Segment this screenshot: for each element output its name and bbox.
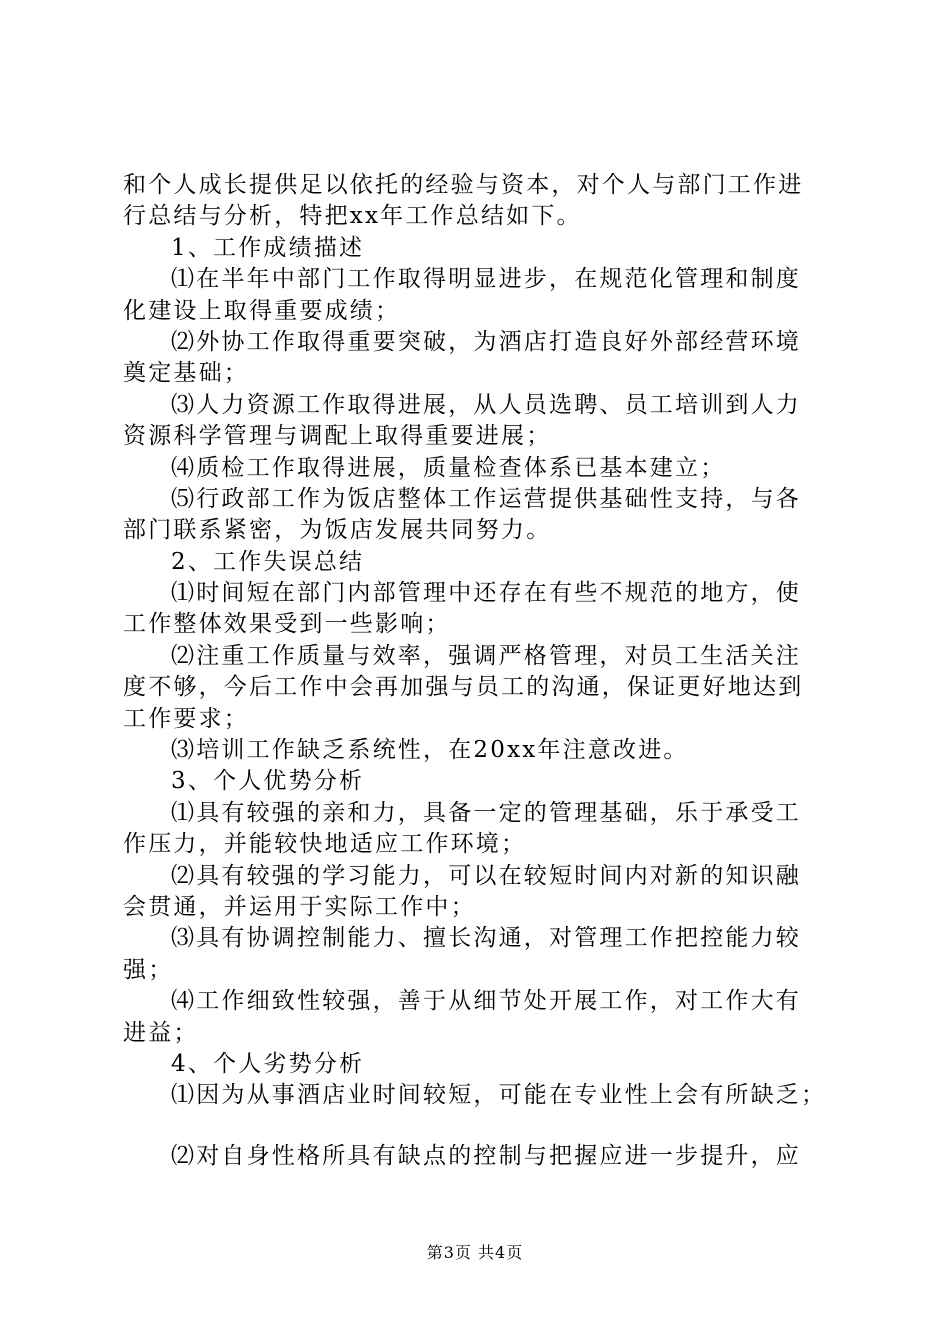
text-line: 资源科学管理与调配上取得重要进展； bbox=[123, 423, 552, 450]
text-line: 作压力，并能较快地适应工作环境； bbox=[123, 831, 527, 858]
list-item-line: ⑵具有较强的学习能力，可以在较短时间内对新的知识融 bbox=[171, 862, 801, 889]
list-item-line: ⑷工作细致性较强，善于从细节处开展工作，对工作大有 bbox=[171, 988, 801, 1015]
list-item-line: ⑴具有较强的亲和力，具备一定的管理基础，乐于承受工 bbox=[171, 799, 801, 826]
text-line: 工作整体效果受到一些影响； bbox=[123, 611, 451, 638]
text-line: 强； bbox=[123, 956, 174, 983]
page-footer: 第3页 共4页 bbox=[426, 1243, 524, 1262]
text-line: 奠定基础； bbox=[123, 360, 249, 387]
list-item-line: ⑴时间短在部门内部管理中还存在有些不规范的地方，使 bbox=[171, 580, 801, 607]
list-item-line: ⑵对自身性格所具有缺点的控制与把握应进一步提升，应 bbox=[171, 1142, 801, 1169]
paragraph-gap bbox=[123, 1112, 843, 1141]
text-line: 化建设上取得重要成绩； bbox=[123, 297, 401, 324]
section-heading: 3、个人优势分析 bbox=[171, 768, 365, 795]
text-line: 会贯通，并运用于实际工作中； bbox=[123, 893, 476, 920]
list-item-line: ⑶具有协调控制能力、擅长沟通，对管理工作把控能力较 bbox=[171, 925, 801, 952]
text-line: 度不够，今后工作中会再加强与员工的沟通，保证更好地达到 bbox=[123, 674, 804, 701]
text-line: 进益； bbox=[123, 1019, 199, 1046]
list-item-line: ⑷质检工作取得进展，质量检查体系已基本建立； bbox=[171, 454, 726, 481]
list-item-line: ⑶培训工作缺乏系统性，在20xx年注意改进。 bbox=[171, 737, 689, 764]
list-item-line: ⑴在半年中部门工作取得明显进步，在规范化管理和制度 bbox=[171, 266, 801, 293]
text-line: 和个人成长提供足以依托的经验与资本，对个人与部门工作进 bbox=[123, 172, 804, 198]
list-item-line: ⑴因为从事酒店业时间较短，可能在专业性上会有所缺乏； bbox=[171, 1082, 827, 1109]
section-heading: 4、个人劣势分析 bbox=[171, 1050, 365, 1077]
text-line: 行总结与分析，特把xx年工作总结如下。 bbox=[123, 203, 582, 230]
list-item-line: ⑵外协工作取得重要突破，为酒店打造良好外部经营环境 bbox=[171, 328, 801, 355]
list-item-line: ⑶人力资源工作取得进展，从人员选聘、员工培训到人力 bbox=[171, 391, 801, 418]
text-line: 工作要求； bbox=[123, 705, 249, 732]
list-item-line: ⑸行政部工作为饭店整体工作运营提供基础性支持，与各 bbox=[171, 485, 801, 512]
text-line: 部门联系紧密，为饭店发展共同努力。 bbox=[123, 517, 552, 544]
section-heading: 1、工作成绩描述 bbox=[171, 234, 365, 261]
list-item-line: ⑵注重工作质量与效率，强调严格管理，对员工生活关注 bbox=[171, 642, 801, 669]
section-heading: 2、工作失误总结 bbox=[171, 548, 365, 575]
document-body bbox=[123, 170, 843, 1172]
